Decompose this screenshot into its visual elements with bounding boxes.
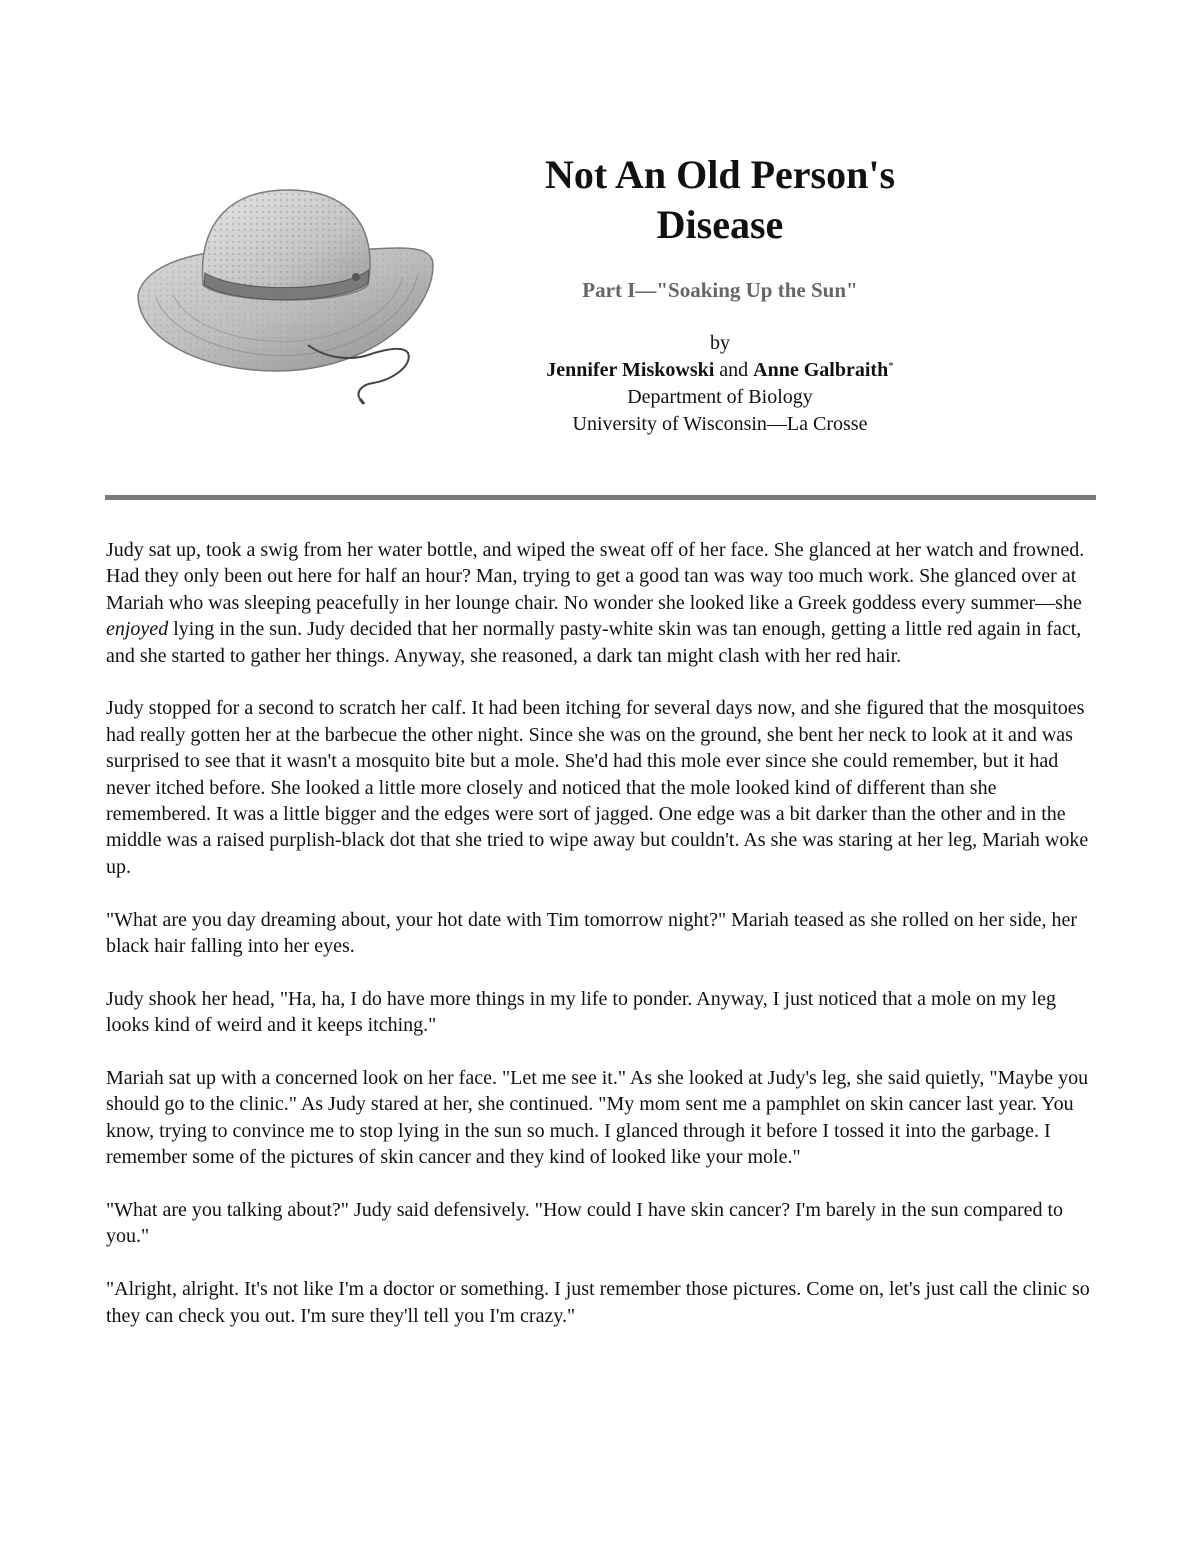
paragraph-3: "What are you day dreaming about, your hot date with Tim tomorrow night?" Mariah teased as she rolled on her side, her black hair falling into her eyes. (106, 908, 1078, 958)
story-body (106, 537, 1096, 1355)
paragraph-4: Judy shook her head, "Ha, ha, I do have more things in my life to ponder. Anyway, I just noticed that a mole on my leg looks kind of weird and it keeps itching." (106, 987, 1057, 1037)
footnote-mark: * (888, 360, 894, 372)
paragraph-2: Judy stopped for a second to scratch her calf. It had been itching for several days now, and she figured that the mosquitoes had really gotten her at the barbecue the other night. Since she was on the ground, she bent her neck to look at it and was surprised to see that it wasn't a mosquito bite but a mole. She'd had this mole ever since she could remember, but it had never itched before. She looked a little more closely and noticed that the mole looked kind of different than she remembered. It was a little bigger and the edges were sort of jagged. One edge was a bit darker than the other and in the middle was a raised purplish-black dot that she tried to wipe away but couldn't. As she was staring at her leg, Mariah woke up. (106, 697, 1089, 878)
page-title (470, 150, 970, 250)
title-line-1: Not An Old Person's (544, 152, 896, 197)
horizontal-rule (105, 495, 1096, 500)
authors (470, 357, 970, 384)
author-conjunction: and (714, 359, 754, 381)
university: University of Wisconsin—La Crosse (572, 413, 868, 435)
author-1: Jennifer Miskowski (546, 359, 715, 381)
part-subtitle: Part I—"Soaking Up the Sun" (582, 278, 858, 302)
emphasis-enjoyed: enjoyed (106, 618, 169, 641)
paragraph-1-part-a: Judy sat up, took a swig from her water bottle, and wiped the sweat off of her face. She glanced at her watch and frowned. Had they only been out here for half an hour? Man, trying to get a good tan was way too much work. She glanced over at Mariah who was sleeping peacefully in her lounge chair. No wonder she looked like a Greek goddess every summer—she (106, 539, 1085, 614)
header-block (470, 150, 970, 438)
by-label: by (710, 332, 730, 354)
paragraph-1 (106, 537, 1096, 669)
author-2: Anne Galbraith (753, 359, 889, 381)
paragraph-6: "What are you talking about?" Judy said defensively. "How could I have skin cancer? I'm barely in the sun compared to you." (106, 1199, 1064, 1248)
byline (470, 330, 970, 438)
sun-hat-icon (128, 155, 448, 405)
paragraph-5: Mariah sat up with a concerned look on her face. "Let me see it." As she looked at Judy's leg, she said quietly, "Maybe you should go to the clinic." As Judy stared at her, she continued. "My mom sent me a pamphlet on skin cancer last year. You know, trying to convince me to stop lying in the sun so much. I glanced through it before I tossed it into the garbage. I remember some of the pictures of skin cancer and they kind of looked like your mole." (106, 1067, 1089, 1169)
paragraph-7: "Alright, alright. It's not like I'm a doctor or something. I just remember those pictures. Come on, let's just call the clinic so they can check you out. I'm sure they'll tell you I'm crazy." (106, 1278, 1090, 1327)
title-line-2: Disease (656, 202, 784, 247)
department: Department of Biology (627, 386, 813, 408)
paragraph-1-part-b: lying in the sun. Judy decided that her normally pasty-white skin was tan enough, getting a little red again in fact, and she started to gather her things. Anyway, she reasoned, a dark tan might clash with her red hair. (106, 618, 1082, 667)
